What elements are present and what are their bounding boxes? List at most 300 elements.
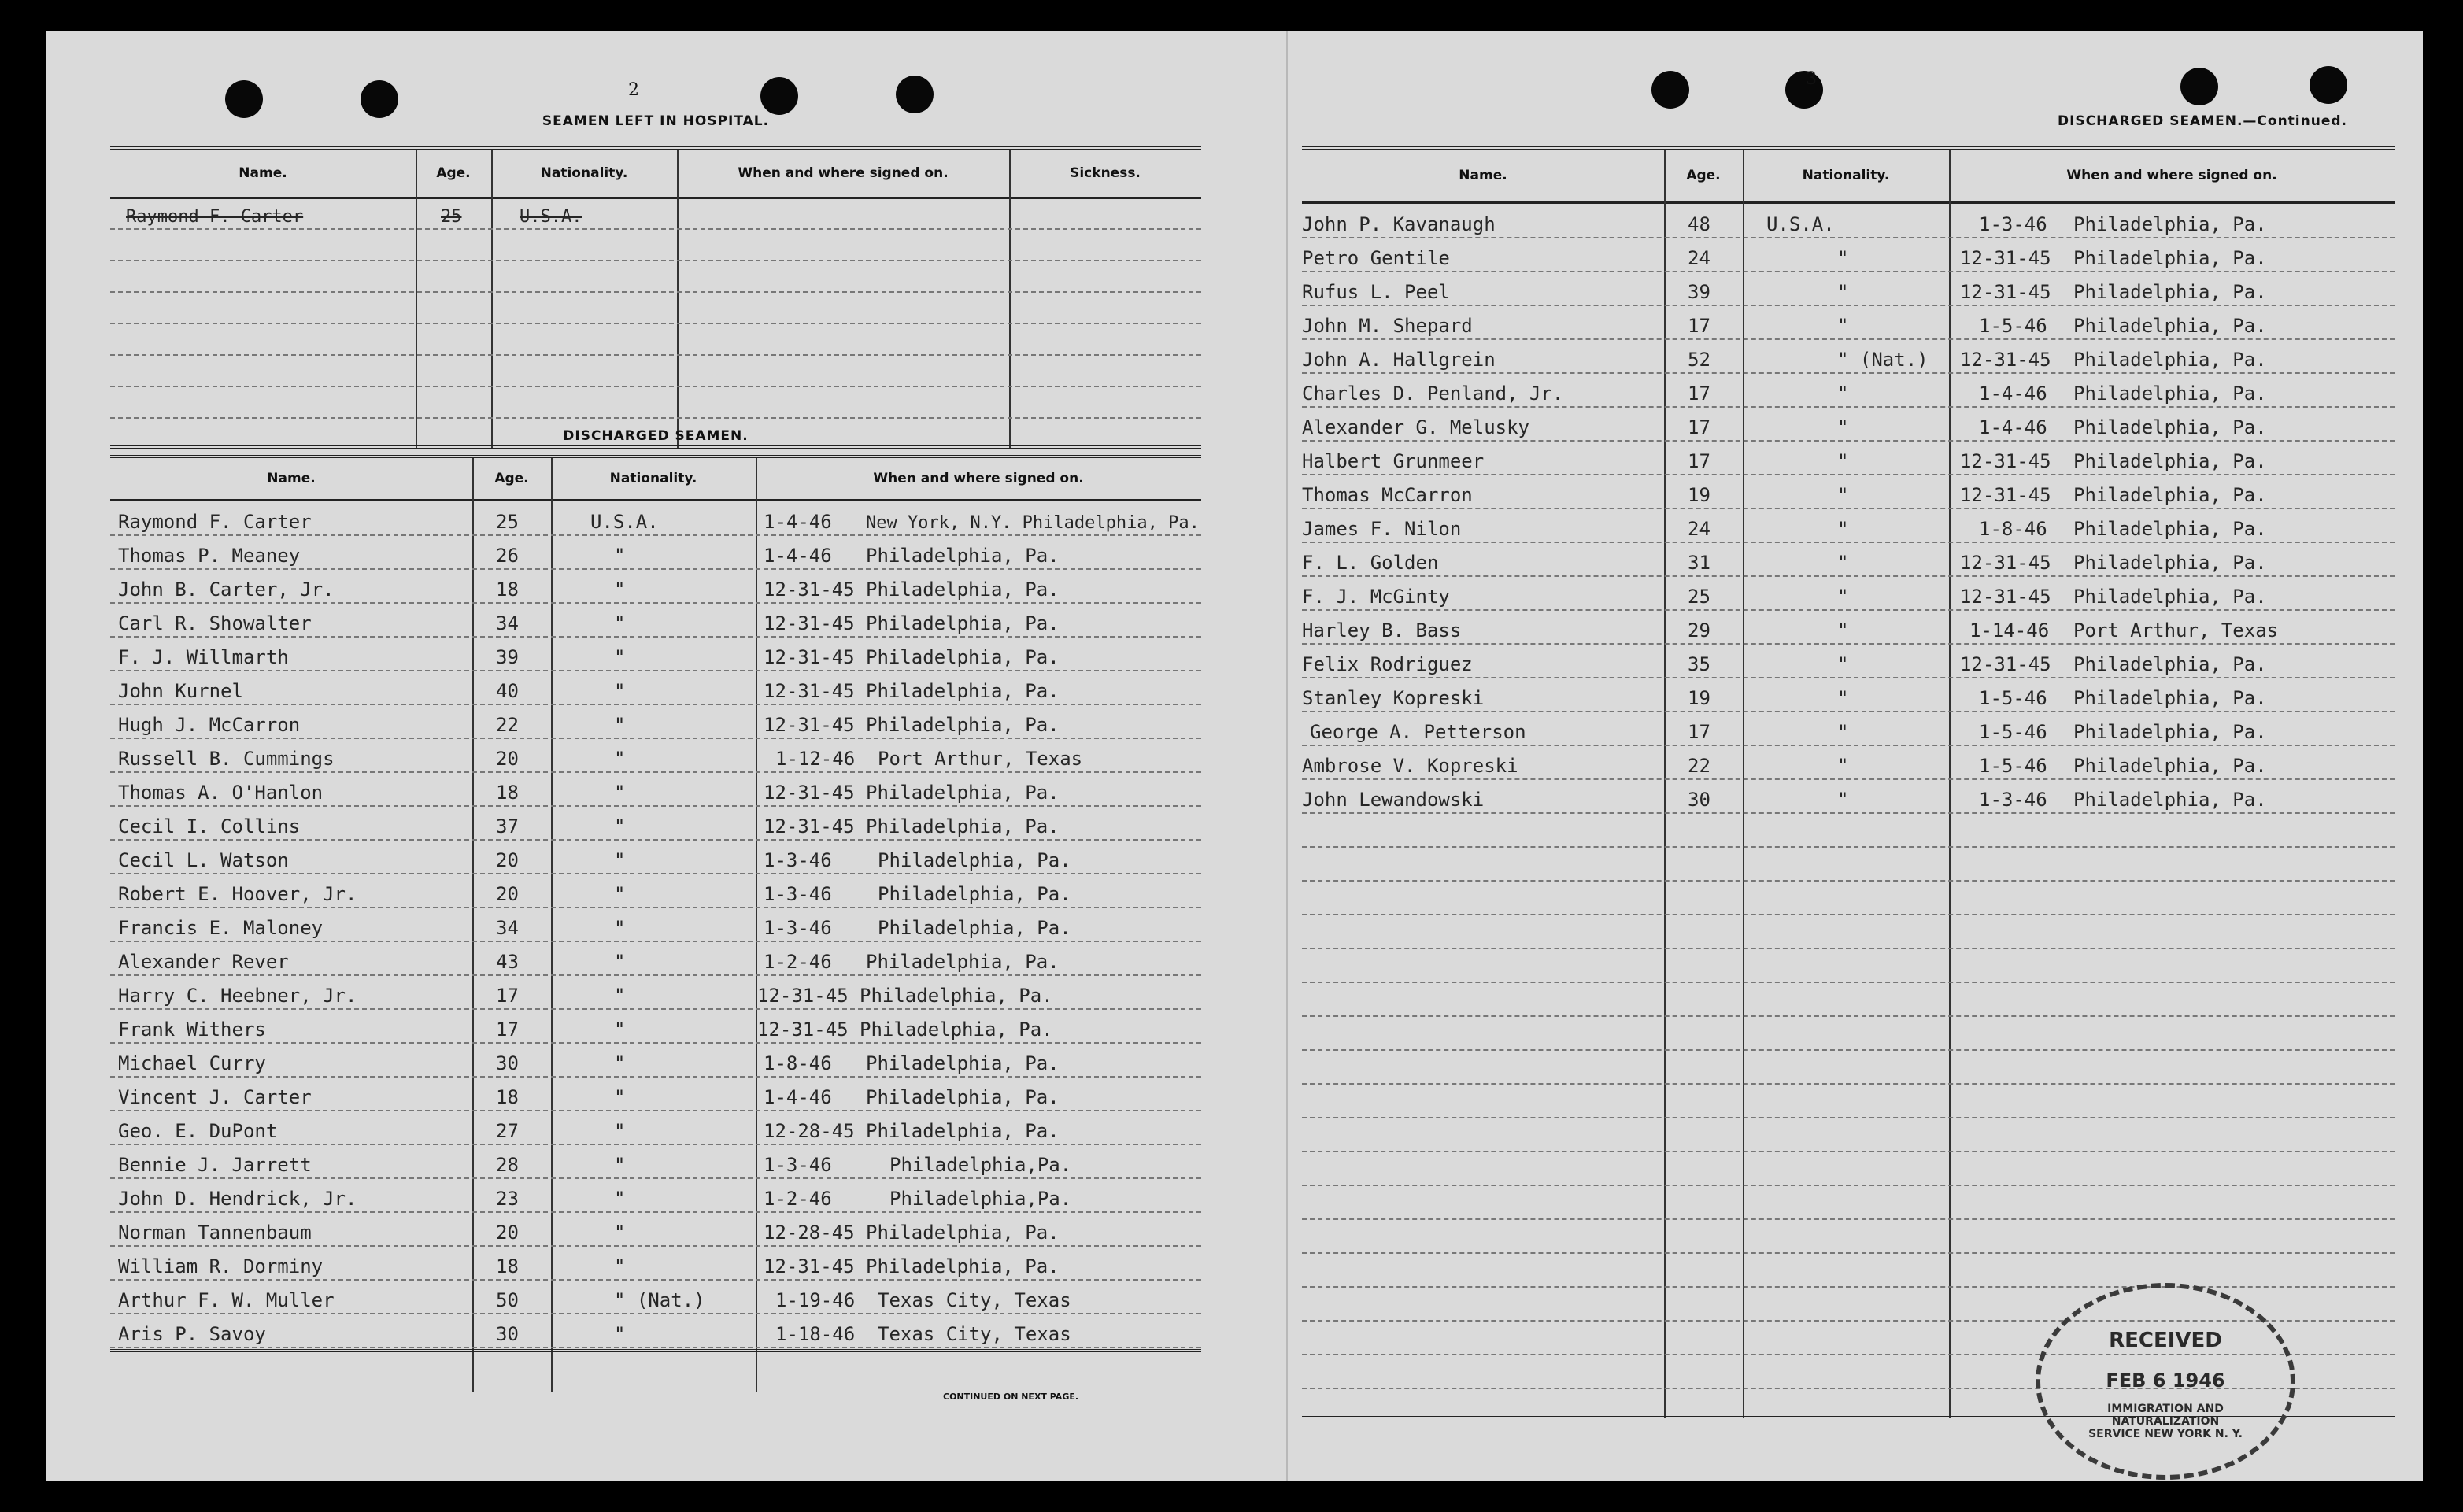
seaman-age: 30 [496, 1323, 519, 1345]
seaman-signed-place: Philadelphia, Pa. [2073, 653, 2267, 675]
table-row [110, 1245, 1201, 1281]
blank-row [1302, 914, 2395, 949]
seaman-signed-place: New York, N.Y. Philadelphia, Pa. [866, 513, 1200, 533]
table-row [1302, 305, 2395, 340]
stamp-received: RECEIVED [2109, 1329, 2222, 1352]
seaman-name: Cecil L. Watson [118, 849, 289, 871]
table-row [1302, 406, 2395, 442]
seaman-age: 28 [496, 1154, 519, 1176]
seaman-signed-place: Philadelphia, Pa. [866, 1052, 1060, 1074]
table-row [110, 974, 1201, 1010]
seaman-signed-date: 1-4-46 [764, 511, 832, 533]
seaman-signed-place: Philadelphia, Pa. [878, 849, 1071, 871]
table-row [1302, 711, 2395, 746]
seaman-name: Aris P. Savoy [118, 1323, 266, 1345]
seaman-nationality: " [614, 545, 626, 567]
binder-hole [2180, 68, 2218, 105]
seaman-nationality: " [614, 1018, 626, 1041]
seaman-signed-place: Philadelphia, Pa. [866, 1120, 1060, 1142]
binder-hole [1651, 71, 1689, 109]
seaman-name: F. J. McGinty [1302, 586, 1450, 608]
seaman-nationality: " [614, 1120, 626, 1142]
table-row [1302, 575, 2395, 611]
seaman-signed-date: 1-8-46 [764, 1052, 832, 1074]
seaman-age: 17 [1688, 416, 1710, 438]
seaman-signed-date: 1-14-46 [1969, 619, 2050, 641]
seaman-age: 20 [496, 1222, 519, 1244]
seaman-age: 29 [1688, 619, 1710, 641]
seaman-signed-place: Philadelphia, Pa. [866, 680, 1060, 702]
seaman-nationality: " [614, 985, 626, 1007]
seaman-signed-place: Philadelphia, Pa. [866, 782, 1060, 804]
column-header-nationality: Nationality. [609, 471, 697, 486]
seaman-signed-place: Philadelphia, Pa. [2073, 349, 2267, 371]
table-row [1302, 677, 2395, 712]
hospital-heading: SEAMEN LEFT IN HOSPITAL. [542, 113, 770, 129]
seaman-signed-place: Philadelphia, Pa. [2073, 416, 2267, 438]
seaman-age: 40 [496, 680, 519, 702]
seaman-name: Felix Rodriguez [1302, 653, 1473, 675]
seaman-signed-place: Philadelphia,Pa. [889, 1154, 1072, 1176]
column-header-nationality: Nationality. [540, 165, 628, 181]
seaman-signed-place: Philadelphia, Pa. [878, 883, 1071, 905]
table-row [110, 839, 1201, 874]
seaman-signed-date: 12-31-45 [1960, 450, 2051, 472]
seaman-age: 25 [441, 207, 462, 227]
seaman-age: 30 [496, 1052, 519, 1074]
discharged-continued-header [1302, 150, 2395, 204]
seaman-name: Stanley Kopreski [1302, 687, 1485, 709]
seaman-nationality: " [1837, 450, 1849, 472]
seaman-name: F. J. Willmarth [118, 646, 289, 668]
seaman-nationality: " [614, 951, 626, 973]
discharged-table-right [1302, 146, 2395, 1418]
table-row [110, 1042, 1201, 1078]
seaman-signed-place: Port Arthur, Texas [878, 748, 1083, 770]
table-row [1302, 203, 2395, 238]
seaman-age: 19 [1688, 687, 1710, 709]
seaman-age: 20 [496, 748, 519, 770]
seaman-signed-date: 12-31-45 [764, 782, 855, 804]
discharged-heading: DISCHARGED SEAMEN. [563, 428, 749, 444]
column-header-age: Age. [494, 471, 529, 486]
blank-row [1302, 1083, 2395, 1118]
seaman-nationality: " [614, 782, 626, 804]
seaman-signed-place: Philadelphia, Pa. [866, 612, 1060, 634]
binder-hole [361, 80, 398, 118]
table-row [110, 1279, 1201, 1314]
table-row [110, 771, 1201, 807]
table-row [110, 534, 1201, 570]
seaman-name: Charles D. Penland, Jr. [1302, 383, 1564, 405]
seaman-signed-place: Philadelphia, Pa. [2073, 687, 2267, 709]
seaman-signed-date: 12-31-45 [764, 579, 855, 601]
seaman-nationality: " [614, 748, 626, 770]
page-number-left: 2 [628, 80, 639, 100]
seaman-signed-place: Philadelphia, Pa. [878, 917, 1071, 939]
seaman-name: Harley B. Bass [1302, 619, 1462, 641]
seaman-nationality: " [1837, 789, 1849, 811]
seaman-signed-place: Philadelphia, Pa. [2073, 315, 2267, 337]
seaman-signed-date: 1-3-46 [1979, 213, 2047, 235]
seaman-age: 19 [1688, 484, 1710, 506]
seaman-signed-place: Philadelphia, Pa. [2073, 552, 2267, 574]
seaman-age: 17 [1688, 450, 1710, 472]
discharged-table-left [110, 455, 1201, 1392]
seaman-age: 18 [496, 579, 519, 601]
seaman-nationality: " [614, 1323, 626, 1345]
seaman-name: Thomas A. O'Hanlon [118, 782, 324, 804]
seaman-nationality: " [614, 714, 626, 736]
seaman-name: Arthur F. W. Muller [118, 1289, 335, 1311]
table-row [110, 568, 1201, 604]
seaman-name: Raymond F. Carter [126, 207, 304, 227]
seaman-age: 27 [496, 1120, 519, 1142]
seaman-age: 22 [1688, 755, 1710, 777]
seaman-age: 23 [496, 1188, 519, 1210]
seaman-signed-date: 1-5-46 [1979, 755, 2047, 777]
seaman-nationality: " [1837, 687, 1849, 709]
seaman-name: John Kurnel [118, 680, 243, 702]
seaman-nationality: " [614, 917, 626, 939]
seaman-nationality: " [1837, 586, 1849, 608]
table-row [110, 1313, 1201, 1348]
binder-hole [2310, 66, 2347, 104]
table-row [110, 907, 1201, 942]
blank-row [1302, 982, 2395, 1017]
seaman-signed-date: 1-2-46 [764, 1188, 832, 1210]
seaman-nationality: " [614, 1154, 626, 1176]
table-row [1302, 745, 2395, 780]
blank-row [110, 323, 1201, 356]
table-row [110, 738, 1201, 773]
seaman-signed-date: 1-12-46 [775, 748, 856, 770]
binder-hole [225, 80, 263, 118]
seaman-signed-place: Philadelphia,Pa. [889, 1188, 1072, 1210]
seaman-signed-place: Philadelphia, Pa. [866, 1255, 1060, 1277]
seaman-signed-date: 1-19-46 [775, 1289, 856, 1311]
seaman-signed-date: 1-18-46 [775, 1323, 856, 1345]
seaman-name: John A. Hallgrein [1302, 349, 1496, 371]
table-row [110, 1008, 1201, 1044]
column-header-age: Age. [436, 165, 471, 181]
page-fold [1286, 31, 1288, 1481]
seaman-age: 37 [496, 815, 519, 837]
seaman-signed-date: 12-31-45 [1960, 349, 2051, 371]
seaman-nationality: " [1837, 755, 1849, 777]
seaman-name: Carl R. Showalter [118, 612, 312, 634]
table-row [1302, 778, 2395, 814]
seaman-name: John B. Carter, Jr. [118, 579, 335, 601]
seaman-signed-date: 1-8-46 [1979, 518, 2047, 540]
seaman-name: Alexander G. Melusky [1302, 416, 1529, 438]
seaman-nationality: " [614, 1255, 626, 1277]
seaman-name: Harry C. Heebner, Jr. [118, 985, 357, 1007]
seaman-age: 31 [1688, 552, 1710, 574]
seaman-signed-date: 12-31-45 [1960, 586, 2051, 608]
binder-hole [1785, 71, 1823, 109]
stamp-date: FEB 6 1946 [2106, 1370, 2225, 1392]
seaman-name: Thomas P. Meaney [118, 545, 301, 567]
seaman-name: Thomas McCarron [1302, 484, 1473, 506]
seaman-name: Robert E. Hoover, Jr. [118, 883, 357, 905]
seaman-signed-place: Philadelphia, Pa. [2073, 484, 2267, 506]
seaman-name: Hugh J. McCarron [118, 714, 301, 736]
blank-row [110, 228, 1201, 261]
seaman-signed-date: 1-4-46 [1979, 416, 2047, 438]
seaman-age: 52 [1688, 349, 1710, 371]
seaman-signed-date: 12-31-45 [757, 1018, 849, 1041]
blank-row [110, 386, 1201, 419]
seaman-name: Petro Gentile [1302, 247, 1450, 269]
seaman-name: F. L. Golden [1302, 552, 1439, 574]
seaman-age: 30 [1688, 789, 1710, 811]
seaman-nationality: " [1837, 653, 1849, 675]
seaman-age: 18 [496, 782, 519, 804]
discharged-table-header [110, 458, 1201, 501]
column-header-signed-on: When and where signed on. [738, 165, 949, 181]
seaman-nationality: " (Nat.) [614, 1289, 705, 1311]
table-row [1302, 372, 2395, 408]
seaman-nationality: " [614, 1086, 626, 1108]
seaman-nationality: " [614, 579, 626, 601]
received-stamp [2036, 1283, 2295, 1480]
table-row [1302, 609, 2395, 645]
column-header-name: Name. [239, 165, 287, 181]
seaman-signed-date: 12-31-45 [1960, 552, 2051, 574]
blank-row [1302, 1252, 2395, 1288]
seaman-signed-date: 1-2-46 [764, 951, 832, 973]
seaman-age: 20 [496, 883, 519, 905]
seaman-signed-date: 12-31-45 [757, 985, 849, 1007]
seaman-signed-date: 1-4-46 [764, 545, 832, 567]
table-row [110, 198, 1201, 230]
seaman-signed-place: Philadelphia, Pa. [866, 714, 1060, 736]
seaman-signed-place: Texas City, Texas [878, 1323, 1071, 1345]
seaman-nationality: " [1837, 281, 1849, 303]
table-row [1302, 440, 2395, 475]
hospital-table-header [110, 150, 1201, 199]
seaman-nationality: " [1837, 247, 1849, 269]
seaman-signed-place: Philadelphia, Pa. [866, 646, 1060, 668]
column-header-nationality: Nationality. [1802, 168, 1890, 183]
seaman-nationality: " [614, 646, 626, 668]
seaman-age: 25 [496, 511, 519, 533]
seaman-signed-place: Philadelphia, Pa. [2073, 383, 2267, 405]
seaman-signed-date: 12-31-45 [1960, 653, 2051, 675]
page-number-right: 3 [1806, 69, 1817, 89]
seaman-signed-place: Philadelphia, Pa. [866, 815, 1060, 837]
table-row [110, 602, 1201, 638]
seaman-signed-date: 1-4-46 [1979, 383, 2047, 405]
seaman-signed-date: 12-31-45 [764, 1255, 855, 1277]
table-bottom-rule [110, 445, 1201, 449]
seaman-age: 34 [496, 917, 519, 939]
seaman-signed-date: 1-3-46 [764, 849, 832, 871]
table-row [110, 1144, 1201, 1179]
table-row [1302, 271, 2395, 306]
seaman-age: 18 [496, 1086, 519, 1108]
seaman-signed-date: 12-31-45 [1960, 281, 2051, 303]
seaman-name: Ambrose V. Kopreski [1302, 755, 1518, 777]
blank-row [1302, 1117, 2395, 1152]
seaman-signed-place: Philadelphia, Pa. [866, 951, 1060, 973]
seaman-age: 48 [1688, 213, 1710, 235]
blank-row [1302, 1015, 2395, 1051]
seaman-age: 17 [1688, 315, 1710, 337]
seaman-name: John M. Shepard [1302, 315, 1473, 337]
table-row [110, 873, 1201, 908]
seaman-name: John P. Kavanaugh [1302, 213, 1496, 235]
seaman-nationality: " [614, 883, 626, 905]
seaman-age: 24 [1688, 518, 1710, 540]
blank-row [1302, 846, 2395, 882]
table-row [110, 501, 1201, 536]
seaman-name: John D. Hendrick, Jr. [118, 1188, 357, 1210]
seaman-signed-place: Philadelphia, Pa. [860, 1018, 1053, 1041]
table-row [110, 1211, 1201, 1247]
seaman-nationality: " [1837, 518, 1849, 540]
seaman-nationality: " [614, 1052, 626, 1074]
seaman-age: 26 [496, 545, 519, 567]
seaman-nationality: " [614, 612, 626, 634]
seaman-age: 50 [496, 1289, 519, 1311]
seaman-nationality: " [614, 849, 626, 871]
table-row [110, 941, 1201, 976]
seaman-name: William R. Dorminy [118, 1255, 324, 1277]
seaman-age: 35 [1688, 653, 1710, 675]
blank-row [1302, 1218, 2395, 1254]
column-header-sickness: Sickness. [1070, 165, 1141, 181]
blank-row [110, 354, 1201, 387]
seaman-signed-place: Philadelphia, Pa. [2073, 247, 2267, 269]
hospital-table [110, 146, 1201, 449]
seaman-signed-place: Philadelphia, Pa. [866, 1086, 1060, 1108]
seaman-signed-place: Philadelphia, Pa. [2073, 281, 2267, 303]
blank-row [1302, 1049, 2395, 1085]
seaman-age: 17 [496, 1018, 519, 1041]
column-header-name: Name. [1459, 168, 1507, 183]
seaman-name: George A. Petterson [1310, 721, 1526, 743]
seaman-nationality: U.S.A. [590, 511, 659, 533]
column-header-age: Age. [1686, 168, 1721, 183]
seaman-name: Norman Tannenbaum [118, 1222, 312, 1244]
blank-row [1302, 1185, 2395, 1220]
seaman-nationality: " [614, 680, 626, 702]
seaman-signed-date: 12-31-45 [764, 815, 855, 837]
seaman-nationality: " [1837, 721, 1849, 743]
blank-row [110, 260, 1201, 293]
seaman-nationality: " [1837, 552, 1849, 574]
seaman-age: 18 [496, 1255, 519, 1277]
seaman-signed-place: Port Arthur, Texas [2073, 619, 2279, 641]
seaman-signed-date: 12-31-45 [764, 680, 855, 702]
seaman-signed-date: 1-5-46 [1979, 687, 2047, 709]
seaman-nationality: " [1837, 416, 1849, 438]
seaman-name: Bennie J. Jarrett [118, 1154, 312, 1176]
seaman-signed-place: Philadelphia, Pa. [2073, 450, 2267, 472]
seaman-signed-date: 1-5-46 [1979, 721, 2047, 743]
seaman-name: Russell B. Cummings [118, 748, 335, 770]
table-row [1302, 237, 2395, 272]
seaman-name: Raymond F. Carter [118, 511, 312, 533]
seaman-age: 17 [496, 985, 519, 1007]
table-row [110, 670, 1201, 705]
seaman-nationality: " [614, 1222, 626, 1244]
continued-note: CONTINUED ON NEXT PAGE. [943, 1392, 1079, 1402]
seaman-nationality: " [1837, 619, 1849, 641]
seaman-age: 17 [1688, 383, 1710, 405]
seaman-signed-date: 1-3-46 [764, 883, 832, 905]
seaman-name: Alexander Rever [118, 951, 289, 973]
seaman-name: Frank Withers [118, 1018, 266, 1041]
seaman-name: Michael Curry [118, 1052, 266, 1074]
table-row [1302, 474, 2395, 509]
column-header-name: Name. [267, 471, 316, 486]
seaman-signed-date: 1-4-46 [764, 1086, 832, 1108]
seaman-nationality: " (Nat.) [1837, 349, 1929, 371]
seaman-signed-date: 12-31-45 [764, 646, 855, 668]
discharged-continued-heading: DISCHARGED SEAMEN.—Continued. [2057, 113, 2347, 129]
seaman-age: 25 [1688, 586, 1710, 608]
blank-row [110, 291, 1201, 324]
table-row [110, 805, 1201, 841]
table-row [110, 1110, 1201, 1145]
table-row [110, 704, 1201, 739]
seaman-age: 20 [496, 849, 519, 871]
seaman-signed-date: 12-31-45 [764, 714, 855, 736]
seaman-age: 24 [1688, 247, 1710, 269]
binder-hole [760, 77, 798, 115]
document-sheet [46, 31, 2423, 1481]
seaman-signed-place: Philadelphia, Pa. [2073, 755, 2267, 777]
seaman-signed-place: Philadelphia, Pa. [866, 1222, 1060, 1244]
seaman-age: 22 [496, 714, 519, 736]
seaman-signed-place: Philadelphia, Pa. [2073, 721, 2267, 743]
table-row [1302, 338, 2395, 374]
blank-row [1302, 1151, 2395, 1186]
seaman-name: James F. Nilon [1302, 518, 1462, 540]
seaman-name: John Lewandowski [1302, 789, 1485, 811]
table-row [110, 636, 1201, 671]
seaman-signed-place: Philadelphia, Pa. [866, 579, 1060, 601]
seaman-nationality: " [614, 1188, 626, 1210]
seaman-nationality: " [1837, 315, 1849, 337]
column-header-signed-on: When and where signed on. [2066, 168, 2277, 183]
seaman-age: 39 [496, 646, 519, 668]
seaman-age: 34 [496, 612, 519, 634]
table-row [1302, 542, 2395, 577]
seaman-name: Rufus L. Peel [1302, 281, 1450, 303]
seaman-signed-date: 12-31-45 [1960, 484, 2051, 506]
seaman-name: Cecil I. Collins [118, 815, 301, 837]
seaman-nationality: " [614, 815, 626, 837]
column-header-signed-on: When and where signed on. [873, 471, 1084, 486]
seaman-age: 39 [1688, 281, 1710, 303]
seaman-signed-place: Philadelphia, Pa. [2073, 518, 2267, 540]
seaman-nationality: U.S.A. [1766, 213, 1835, 235]
seaman-name: Geo. E. DuPont [118, 1120, 278, 1142]
seaman-signed-place: Philadelphia, Pa. [866, 545, 1060, 567]
seaman-signed-date: 1-3-46 [1979, 789, 2047, 811]
seaman-name: Francis E. Maloney [118, 917, 324, 939]
seaman-signed-date: 12-28-45 [764, 1222, 855, 1244]
seaman-name: Halbert Grunmeer [1302, 450, 1485, 472]
seaman-signed-place: Philadelphia, Pa. [2073, 213, 2267, 235]
blank-row [1302, 880, 2395, 915]
seaman-signed-date: 1-5-46 [1979, 315, 2047, 337]
seaman-signed-date: 12-31-45 [1960, 247, 2051, 269]
